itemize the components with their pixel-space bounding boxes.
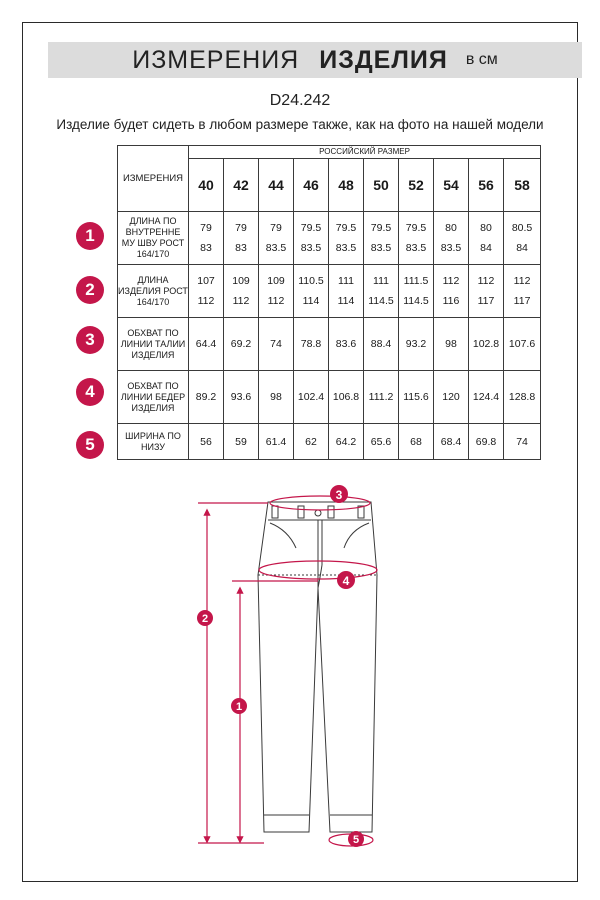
cell-value: 112 [513, 275, 531, 287]
pants-outline [258, 502, 377, 832]
cell-value: 112 [197, 295, 215, 307]
title-bold: ИЗДЕЛИЯ [319, 45, 448, 74]
cell-value: 114.5 [403, 295, 429, 307]
marker-4 [337, 571, 355, 589]
cell-value: 79 [270, 222, 282, 234]
cell-value: 117 [513, 295, 531, 307]
row-label: ОБХВАТ ПО ЛИНИИ БЕДЕР ИЗДЕЛИЯ [118, 371, 189, 424]
cell-value: 112 [442, 275, 460, 287]
cell-value: 112 [477, 275, 495, 287]
cell-value: 114.5 [368, 295, 394, 307]
cell-value: 109 [267, 275, 285, 287]
measure-header: ИЗМЕРЕНИЯ [118, 146, 189, 212]
cell-value: 112 [232, 295, 250, 307]
cell-value: 79.5 [300, 222, 322, 234]
cell-value: 93.2 [405, 338, 427, 350]
cell-value: 79 [200, 222, 212, 234]
cell-value: 80 [480, 222, 492, 234]
size-column-header: 56 [469, 159, 504, 212]
size-column-header: 44 [259, 159, 294, 212]
cell-value: 74 [270, 338, 282, 350]
cell-value: 107 [197, 275, 215, 287]
cell-value: 59 [235, 435, 247, 448]
cell-value: 69.2 [230, 338, 252, 350]
cell-value: 79 [235, 222, 247, 234]
cell-value: 83.5 [370, 242, 392, 254]
cell-value: 112 [267, 295, 285, 307]
cell-value: 88.4 [370, 338, 392, 350]
cell-value: 110.5 [298, 275, 324, 287]
cell-value: 106.8 [332, 391, 360, 403]
cell-value: 61.4 [265, 435, 287, 448]
row-number-badge: 1 [76, 222, 104, 250]
cell-value: 116 [442, 295, 460, 307]
cell-value: 102.4 [297, 391, 325, 403]
row-label: ДЛИНА ИЗДЕЛИЯ РОСТ 164/170 [118, 265, 189, 318]
cell-value: 83.5 [265, 242, 287, 254]
cell-value: 80.5 [511, 222, 533, 234]
cell-value: 114 [337, 295, 355, 307]
svg-text:4: 4 [342, 574, 350, 588]
size-column-header: 48 [329, 159, 364, 212]
cell-value: 111.2 [368, 391, 394, 403]
size-column-header: 50 [364, 159, 399, 212]
marker-2 [197, 610, 213, 626]
cell-value: 111 [338, 275, 354, 287]
cell-value: 83.6 [335, 338, 357, 350]
row-number-badge: 2 [76, 276, 104, 304]
row-number-badge: 3 [76, 326, 104, 354]
cell-value: 74 [516, 435, 528, 448]
size-column-header: 52 [399, 159, 434, 212]
cell-value: 79.5 [335, 222, 357, 234]
svg-text:2: 2 [201, 613, 209, 625]
size-column-header: 46 [294, 159, 329, 212]
cell-value: 124.4 [472, 391, 500, 403]
cell-value: 64.2 [335, 435, 357, 448]
cell-value: 111 [373, 275, 389, 287]
marker-3 [330, 485, 348, 503]
cell-value: 98 [270, 391, 282, 403]
button-icon [315, 510, 321, 516]
marker-1 [231, 698, 247, 714]
cell-value: 120 [442, 391, 460, 403]
row-label: ШИРИНА ПО НИЗУ [118, 424, 189, 460]
cell-value: 114 [302, 295, 320, 307]
svg-text:3: 3 [335, 488, 343, 502]
cell-value: 80 [445, 222, 457, 234]
row-label: ОБХВАТ ПО ЛИНИИ ТАЛИИ ИЗДЕЛИЯ [118, 318, 189, 371]
cell-value: 84 [480, 242, 492, 254]
cell-value: 65.6 [370, 435, 392, 448]
cell-value: 107.6 [508, 338, 536, 350]
cell-value: 79.5 [405, 222, 427, 234]
size-column-header: 54 [434, 159, 469, 212]
cell-value: 89.2 [195, 391, 217, 403]
cell-value: 128.8 [508, 391, 536, 403]
cell-value: 69.8 [475, 435, 497, 448]
cell-value: 83 [235, 242, 247, 254]
marker-5 [348, 831, 364, 847]
size-group-label: РОССИЙСКИЙ РАЗМЕР [189, 146, 541, 159]
cell-value: 78.8 [300, 338, 322, 350]
cell-value: 83 [200, 242, 212, 254]
cell-value: 56 [200, 435, 212, 448]
cell-value: 83.5 [440, 242, 462, 254]
cell-value: 98 [445, 338, 457, 350]
cell-value: 102.8 [472, 338, 500, 350]
cell-value: 62 [305, 435, 317, 448]
article-code: D24.242 [269, 92, 331, 109]
cell-value: 68 [410, 435, 422, 448]
cell-value: 83.5 [405, 242, 427, 254]
fit-note: Изделие будет сидеть в любом размере также, как на фото на нашей модели [56, 117, 544, 132]
row-number-badge: 4 [76, 378, 104, 406]
cell-value: 83.5 [300, 242, 322, 254]
cell-value: 83.5 [335, 242, 357, 254]
size-column-header: 58 [504, 159, 541, 212]
row-label: ДЛИНА ПО ВНУТРЕННЕ МУ ШВУ РОСТ 164/170 [118, 212, 189, 265]
cell-value: 84 [516, 242, 528, 254]
cell-value: 79.5 [370, 222, 392, 234]
size-column-header: 40 [189, 159, 224, 212]
title-light: ИЗМЕРЕНИЯ [132, 45, 300, 74]
title-unit: в см [465, 51, 498, 68]
cell-value: 111.5 [403, 275, 429, 287]
cell-value: 115.6 [403, 391, 429, 403]
cell-value: 117 [477, 295, 495, 307]
cell-value: 109 [232, 275, 250, 287]
size-column-header: 42 [224, 159, 259, 212]
svg-text:5: 5 [352, 834, 360, 846]
cell-value: 64.4 [195, 338, 217, 350]
cell-value: 68.4 [440, 435, 462, 448]
svg-text:1: 1 [235, 701, 243, 713]
cell-value: 93.6 [230, 391, 252, 403]
row-number-badge: 5 [76, 431, 104, 459]
